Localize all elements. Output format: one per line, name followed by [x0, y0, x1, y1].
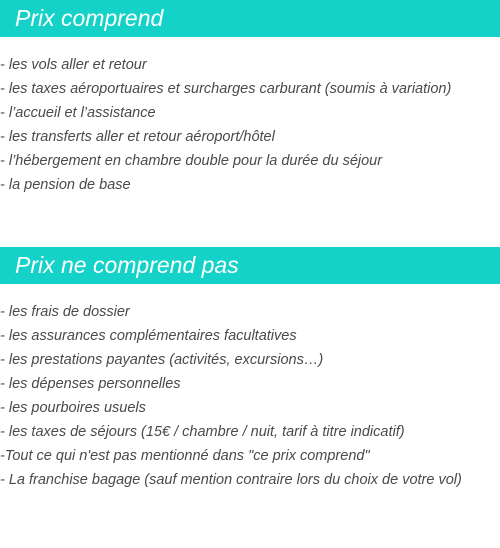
price-excludes-list — [0, 300, 500, 492]
price-excludes-title: Prix ne comprend pas — [0, 247, 500, 284]
price-excludes-section — [0, 247, 500, 492]
list-item: - les taxes de séjours (15€ / chambre / nuit, tarif à titre indicatif) — [0, 424, 405, 440]
list-item: - les transferts aller et retour aéroport/hôtel — [0, 129, 275, 145]
price-includes-list — [0, 53, 500, 197]
list-item: - les dépenses personnelles — [0, 376, 181, 392]
list-item: - la pension de base — [0, 177, 131, 193]
price-includes-section — [0, 0, 500, 197]
list-item: - l’hébergement en chambre double pour la durée du séjour — [0, 153, 383, 169]
list-item: - les pourboires usuels — [0, 400, 146, 416]
list-item: - les prestations payantes (activités, excursions…) — [0, 352, 324, 368]
list-item: - les taxes aéroportuaires et surcharges carburant (soumis à variation) — [0, 81, 452, 97]
list-item: - les vols aller et retour — [0, 57, 147, 73]
price-includes-title: Prix comprend — [0, 0, 500, 37]
list-item: - les frais de dossier — [0, 304, 130, 320]
list-item: - les assurances complémentaires facultatives — [0, 328, 297, 344]
list-item: -Tout ce qui n'est pas mentionné dans "ce prix comprend" — [0, 448, 370, 464]
list-item: - l’accueil et l’assistance — [0, 105, 156, 121]
list-item: - La franchise bagage (sauf mention contraire lors du choix de votre vol) — [0, 472, 462, 488]
